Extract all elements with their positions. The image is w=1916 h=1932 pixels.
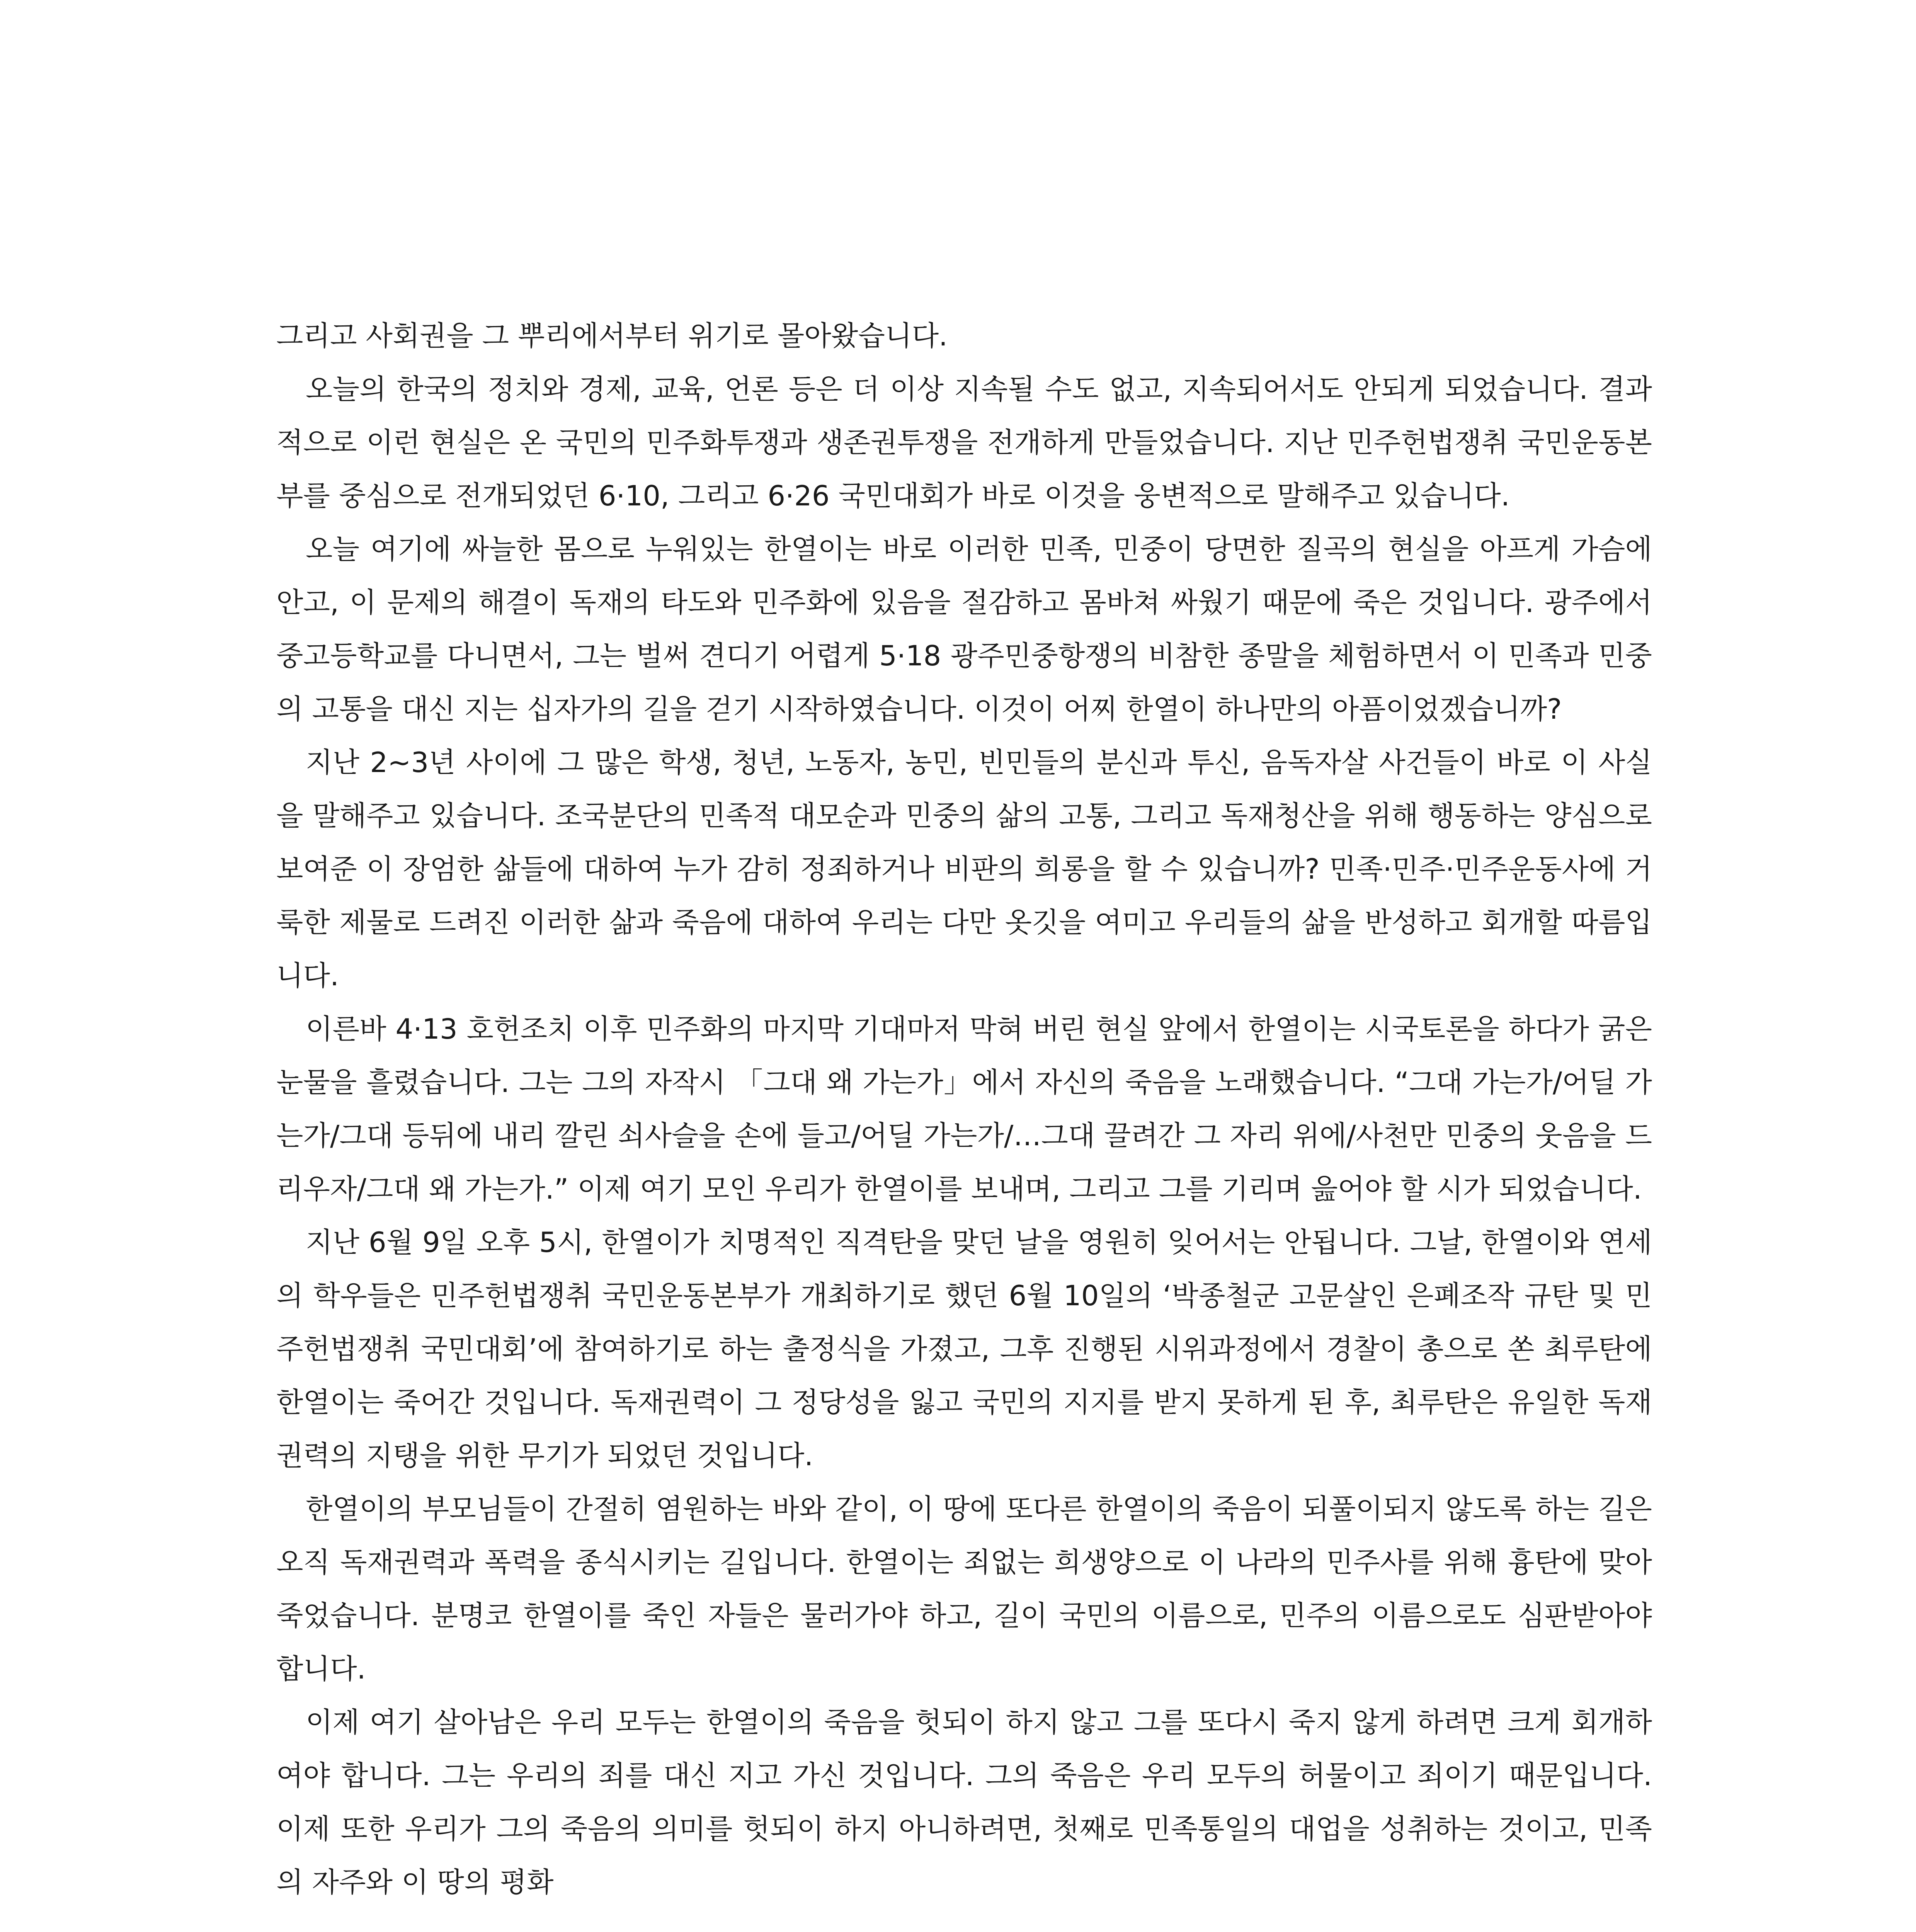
paragraph: 지난 2~3년 사이에 그 많은 학생, 청년, 노동자, 농민, 빈민들의 분신과 투신, 음독자살 사건들이 바로 이 사실을 말해주고 있습니다. 조국분단의 민족적 대모순과 민중의 삶의 고통, 그리고 독재청산을 위해 행동하는 양심으로 보여준 이 장엄한 삶들에 대하여 누가 감히 정죄하거나 비판의 희롱을 할 수 있습니까? 민족·민주·민주운동사에 거룩한 제물로 드려진 이러한 삶과 죽음에 대하여 우리는 다만 옷깃을 여미고 우리들의 삶을 반성하고 회개할 따름입니다. (276, 746, 1652, 992)
paragraph: 오늘 여기에 싸늘한 몸으로 누워있는 한열이는 바로 이러한 민족, 민중이 당면한 질곡의 현실을 아프게 가슴에 안고, 이 문제의 해결이 독재의 타도와 민주화에 있음을 절감하고 몸바쳐 싸웠기 때문에 죽은 것입니다. 광주에서 중고등학교를 다니면서, 그는 벌써 견디기 어렵게 5·18 광주민중항쟁의 비참한 종말을 체험하면서 이 민족과 민중의 고통을 대신 지는 십자가의 길을 걷기 시작하였습니다. 이것이 어찌 한열이 하나만의 아픔이었겠습니까? (276, 533, 1652, 725)
paragraph: 오늘의 한국의 정치와 경제, 교육, 언론 등은 더 이상 지속될 수도 없고, 지속되어서도 안되게 되었습니다. 결과적으로 이런 현실은 온 국민의 민주화투쟁과 생존권투쟁을 전개하게 만들었습니다. 지난 민주헌법쟁취 국민운동본부를 중심으로 전개되었던 6·10, 그리고 6·26 국민대회가 바로 이것을 웅변적으로 말해주고 있습니다. (276, 373, 1652, 512)
paragraph: 지난 6월 9일 오후 5시, 한열이가 치명적인 직격탄을 맞던 날을 영원히 잊어서는 안됩니다. 그날, 한열이와 연세의 학우들은 민주헌법쟁취 국민운동본부가 개최하기로 했던 6월 10일의 ‘박종철군 고문살인 은폐조작 규탄 및 민주헌법쟁취 국민대회’에 참여하기로 하는 출정식을 가졌고, 그후 진행된 시위과정에서 경찰이 총으로 쏜 최루탄에 한열이는 죽어간 것입니다. 독재권력이 그 정당성을 잃고 국민의 지지를 받지 못하게 된 후, 최루탄은 유일한 독재권력의 지탱을 위한 무기가 되었던 것입니다. (276, 1226, 1652, 1472)
paragraph-continued: 그리고 사회권을 그 뿌리에서부터 위기로 몰아왔습니다. (276, 320, 948, 352)
paragraph: 이제 여기 살아남은 우리 모두는 한열이의 죽음을 헛되이 하지 않고 그를 또다시 죽지 않게 하려면 크게 회개하여야 합니다. 그는 우리의 죄를 대신 지고 가신 것입니다. 그의 죽음은 우리 모두의 허물이고 죄이기 때문입니다. 이제 또한 우리가 그의 죽음의 의미를 헛되이 하지 아니하려면, 첫째로 민족통일의 대업을 성취하는 것이고, 민족의 자주와 이 땅의 평화 (276, 1706, 1652, 1898)
body-text (276, 309, 1652, 1909)
paragraph: 한열이의 부모님들이 간절히 염원하는 바와 같이, 이 땅에 또다른 한열이의 죽음이 되풀이되지 않도록 하는 길은 오직 독재권력과 폭력을 종식시키는 길입니다. 한열이는 죄없는 희생양으로 이 나라의 민주사를 위해 흉탄에 맞아 죽었습니다. 분명코 한열이를 죽인 자들은 물러가야 하고, 길이 국민의 이름으로, 민주의 이름으로도 심판받아야 합니다. (276, 1493, 1652, 1685)
paragraph: 이른바 4·13 호헌조치 이후 민주화의 마지막 기대마저 막혀 버린 현실 앞에서 한열이는 시국토론을 하다가 굵은 눈물을 흘렸습니다. 그는 그의 자작시 「그대 왜 가는가」에서 자신의 죽음을 노래했습니다. “그대 가는가/어딜 가는가/그대 등뒤에 내리 깔린 쇠사슬을 손에 들고/어딜 가는가/…그대 끌려간 그 자리 위에/사천만 민중의 웃음을 드리우자/그대 왜 가는가.” 이제 여기 모인 우리가 한열이를 보내며, 그리고 그를 기리며 읊어야 할 시가 되었습니다. (276, 1013, 1652, 1205)
